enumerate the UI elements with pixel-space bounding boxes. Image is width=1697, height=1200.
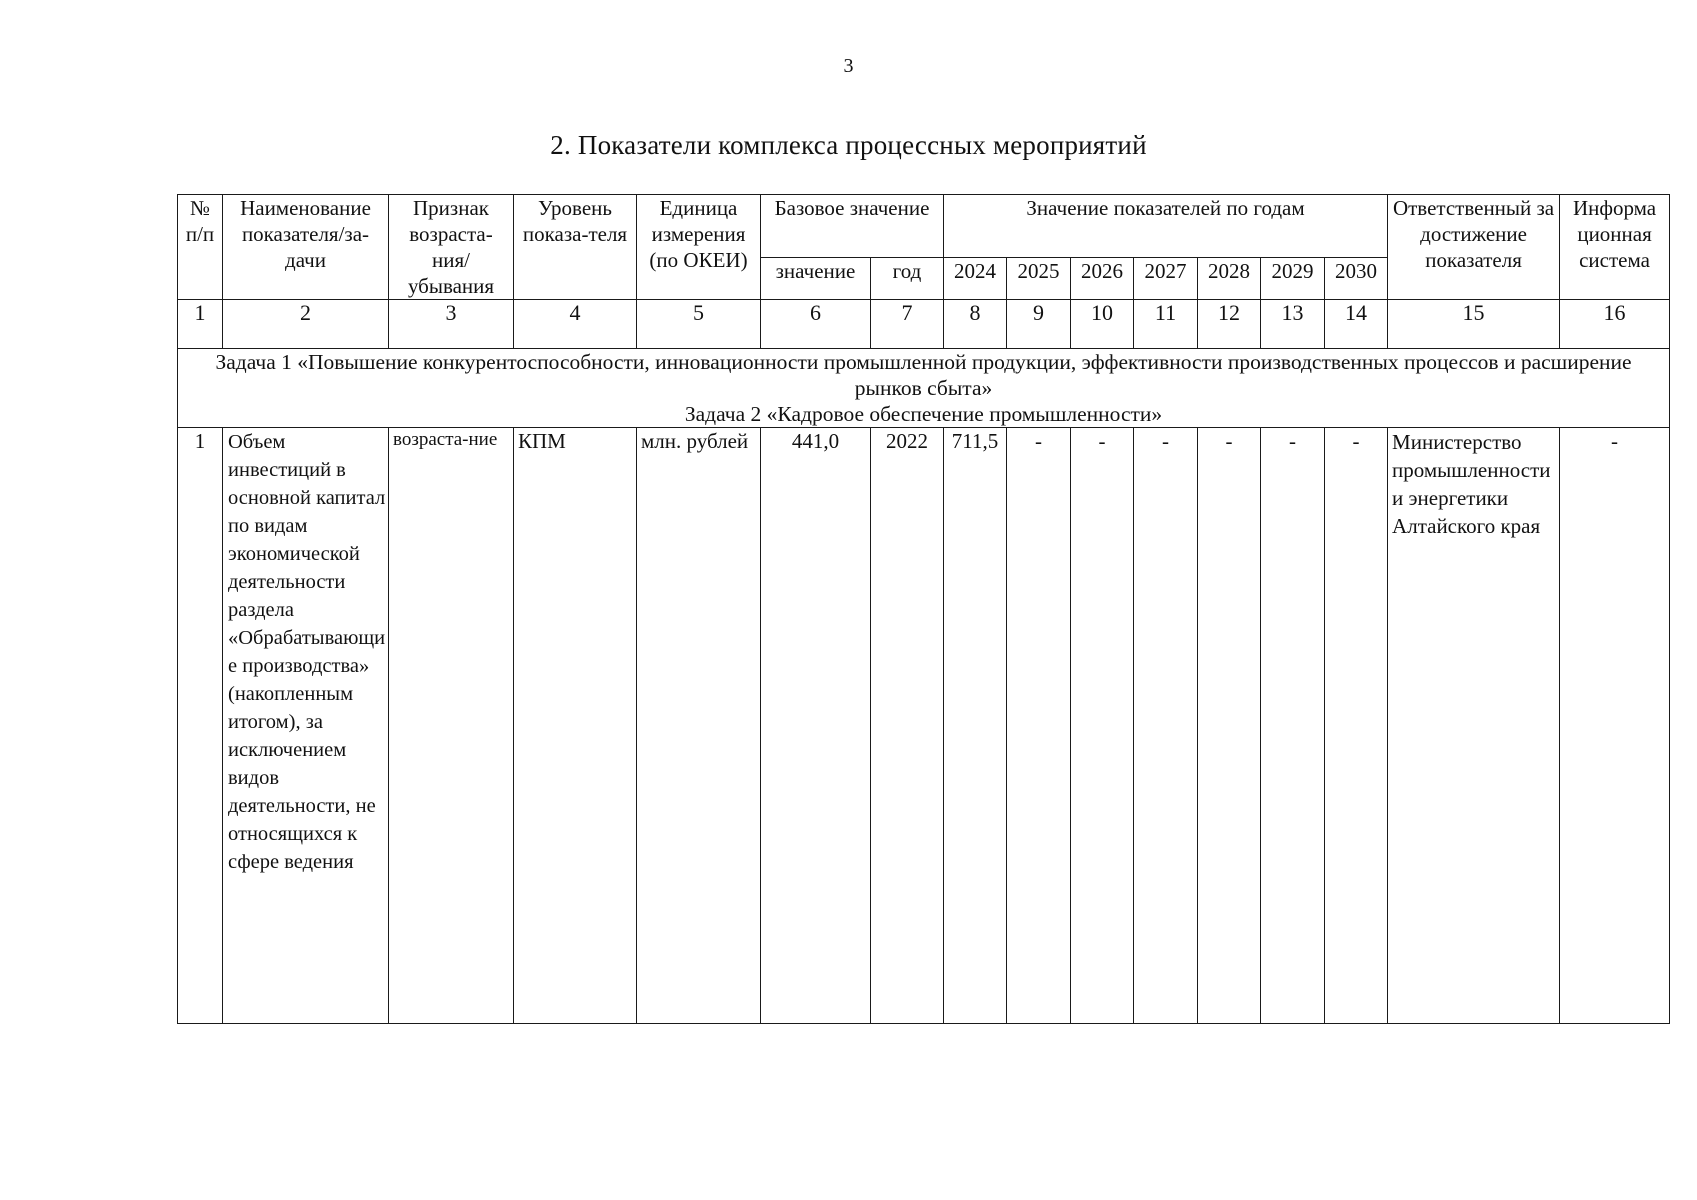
column-number: 11	[1134, 300, 1198, 349]
column-number: 1	[178, 300, 223, 349]
indicator-name: Объем инвестиций в основной капитал по видам экономической деятельности раздела «Обрабатывающие производства» (накопленным итогом), за исключением видов деятельности, не относящихся к сфере ведения	[223, 428, 389, 1024]
column-number: 3	[389, 300, 514, 349]
year-value: -	[1261, 428, 1325, 1024]
header-year: 2028	[1198, 257, 1261, 299]
header-base-year: год	[871, 257, 944, 299]
column-number: 15	[1388, 300, 1560, 349]
info-system: -	[1560, 428, 1670, 1024]
column-number: 12	[1198, 300, 1261, 349]
year-value: -	[1325, 428, 1388, 1024]
base-year: 2022	[871, 428, 944, 1024]
task-row	[178, 349, 1670, 428]
header-num: № п/п	[178, 195, 223, 300]
column-number: 8	[944, 300, 1007, 349]
table-row	[178, 428, 1670, 1024]
task-1-text: Задача 1 «Повышение конкурентоспособности, инновационности промышленной продукции, эффективности производственных процессов и расширение рынков сбыта»	[215, 350, 1632, 400]
header-year: 2024	[944, 257, 1007, 299]
header-name: Наименование показателя/за-дачи	[223, 195, 389, 300]
column-number: 10	[1071, 300, 1134, 349]
column-numbers-row	[178, 300, 1670, 349]
column-number: 9	[1007, 300, 1071, 349]
indicators-table	[177, 194, 1670, 1024]
indicator-level: КПМ	[514, 428, 637, 1024]
task-2-text: Задача 2 «Кадровое обеспечение промышленности»	[684, 402, 1163, 426]
header-year: 2025	[1007, 257, 1071, 299]
column-number: 6	[761, 300, 871, 349]
header-year: 2026	[1071, 257, 1134, 299]
header-year: 2029	[1261, 257, 1325, 299]
section-title: 2. Показатели комплекса процессных мероприятий	[550, 130, 1147, 160]
indicator-trend: возраста-ние	[389, 428, 514, 1024]
column-number: 13	[1261, 300, 1325, 349]
column-number: 2	[223, 300, 389, 349]
responsible-org: Министерство промышленности и энергетики Алтайского края	[1388, 428, 1560, 1024]
column-number: 16	[1560, 300, 1670, 349]
indicator-unit: млн. рублей	[637, 428, 761, 1024]
header-years-group: Значение показателей по годам	[944, 195, 1388, 258]
header-trend: Признак возраста-ния/ убывания	[389, 195, 514, 300]
header-level: Уровень показа-теля	[514, 195, 637, 300]
header-row	[178, 195, 1670, 258]
base-value: 441,0	[761, 428, 871, 1024]
header-year: 2030	[1325, 257, 1388, 299]
header-responsible: Ответственный за достижение показателя	[1388, 195, 1560, 300]
year-value: -	[1071, 428, 1134, 1024]
year-value: -	[1007, 428, 1071, 1024]
header-base-group: Базовое значение	[761, 195, 944, 258]
column-number: 5	[637, 300, 761, 349]
column-number: 4	[514, 300, 637, 349]
header-unit: Единица измерения (по ОКЕИ)	[637, 195, 761, 300]
header-info-system: Информа ционная система	[1560, 195, 1670, 300]
page-number: 3	[843, 55, 854, 77]
header-year: 2027	[1134, 257, 1198, 299]
year-value: -	[1198, 428, 1261, 1024]
column-number: 7	[871, 300, 944, 349]
task-cell	[178, 349, 1670, 428]
year-value: -	[1134, 428, 1198, 1024]
year-value: 711,5	[944, 428, 1007, 1024]
header-base-value: значение	[761, 257, 871, 299]
column-number: 14	[1325, 300, 1388, 349]
row-num: 1	[178, 428, 223, 1024]
